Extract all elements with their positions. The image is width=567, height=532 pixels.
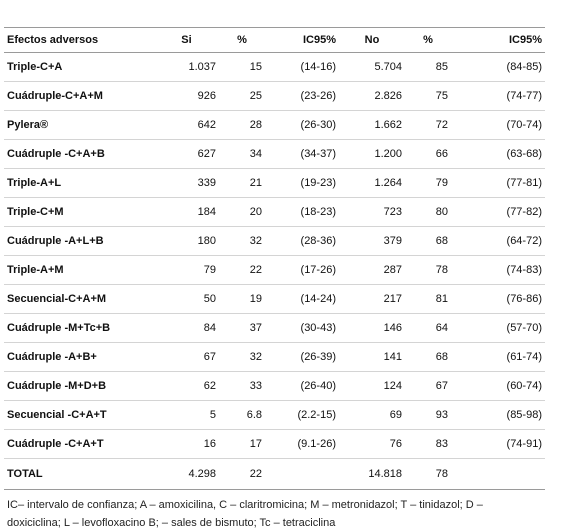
table-row (4, 343, 545, 372)
no-percent-cell: 66 (405, 140, 451, 169)
treatment-cell: Pylera® (4, 111, 154, 140)
no-percent-cell: 85 (405, 53, 451, 82)
treatment-cell: Secuencial-C+A+M (4, 285, 154, 314)
no-percent-cell: 80 (405, 198, 451, 227)
si-ci95-cell: (34-37) (265, 140, 339, 169)
table-body (4, 53, 545, 490)
table-row (4, 285, 545, 314)
si-percent-cell: 25 (219, 82, 265, 111)
no-count-cell: 141 (339, 343, 405, 372)
si-percent-cell: 6.8 (219, 401, 265, 430)
no-ci95-cell: (76-86) (451, 285, 545, 314)
si-percent-cell: 28 (219, 111, 265, 140)
no-percent-cell: 78 (405, 459, 451, 490)
no-percent-cell: 93 (405, 401, 451, 430)
table-row (4, 111, 545, 140)
no-percent-cell: 78 (405, 256, 451, 285)
table-footnote: IC– intervalo de confianza; A – amoxicilina, C – claritromicina; M – metronidazol; T – tinidazol; D – doxiciclina; L – levofloxacino B; – sales de bismuto; Tc – tetraciclina (7, 499, 483, 529)
table-row (4, 82, 545, 111)
treatment-cell: Triple-A+L (4, 169, 154, 198)
si-ci95-cell: (28-36) (265, 227, 339, 256)
header-no-ci95: IC95% (451, 28, 545, 53)
no-ci95-cell: (84-85) (451, 53, 545, 82)
table-row (4, 140, 545, 169)
no-ci95-cell: (74-91) (451, 430, 545, 459)
table-row (4, 372, 545, 401)
si-count-cell: 50 (154, 285, 219, 314)
no-count-cell: 1.264 (339, 169, 405, 198)
no-ci95-cell: (77-81) (451, 169, 545, 198)
si-count-cell: 79 (154, 256, 219, 285)
treatment-cell: Secuencial -C+A+T (4, 401, 154, 430)
si-count-cell: 339 (154, 169, 219, 198)
si-count-cell: 926 (154, 82, 219, 111)
no-ci95-cell: (85-98) (451, 401, 545, 430)
treatment-cell: Cuádruple -C+A+B (4, 140, 154, 169)
no-percent-cell: 64 (405, 314, 451, 343)
si-percent-cell: 32 (219, 343, 265, 372)
no-ci95-cell: (70-74) (451, 111, 545, 140)
si-percent-cell: 34 (219, 140, 265, 169)
treatment-cell: Cuádruple -M+D+B (4, 372, 154, 401)
si-ci95-cell: (26-40) (265, 372, 339, 401)
treatment-cell: Cuádruple -M+Tc+B (4, 314, 154, 343)
si-count-cell: 4.298 (154, 459, 219, 490)
no-count-cell: 2.826 (339, 82, 405, 111)
table-row (4, 198, 545, 227)
si-ci95-cell: (14-16) (265, 53, 339, 82)
si-ci95-cell: (26-39) (265, 343, 339, 372)
no-count-cell: 146 (339, 314, 405, 343)
si-count-cell: 5 (154, 401, 219, 430)
no-ci95-cell (451, 459, 545, 490)
no-count-cell: 1.200 (339, 140, 405, 169)
table-row (4, 53, 545, 82)
si-ci95-cell: (17-26) (265, 256, 339, 285)
si-ci95-cell: (9.1-26) (265, 430, 339, 459)
no-percent-cell: 67 (405, 372, 451, 401)
no-count-cell: 5.704 (339, 53, 405, 82)
no-percent-cell: 68 (405, 227, 451, 256)
treatment-cell: Cuádruple -C+A+T (4, 430, 154, 459)
treatment-cell: Triple-C+A (4, 53, 154, 82)
header-si-ci95: IC95% (265, 28, 339, 53)
no-percent-cell: 79 (405, 169, 451, 198)
si-count-cell: 642 (154, 111, 219, 140)
treatment-cell: TOTAL (4, 459, 154, 490)
si-ci95-cell: (2.2-15) (265, 401, 339, 430)
no-ci95-cell: (57-70) (451, 314, 545, 343)
header-no: No (339, 28, 405, 53)
no-count-cell: 14.818 (339, 459, 405, 490)
no-count-cell: 217 (339, 285, 405, 314)
treatment-cell: Cuádruple -A+L+B (4, 227, 154, 256)
si-percent-cell: 33 (219, 372, 265, 401)
si-percent-cell: 17 (219, 430, 265, 459)
no-count-cell: 69 (339, 401, 405, 430)
table-row (4, 256, 545, 285)
si-percent-cell: 19 (219, 285, 265, 314)
no-count-cell: 1.662 (339, 111, 405, 140)
si-percent-cell: 37 (219, 314, 265, 343)
no-percent-cell: 68 (405, 343, 451, 372)
si-percent-cell: 21 (219, 169, 265, 198)
si-percent-cell: 20 (219, 198, 265, 227)
si-percent-cell: 32 (219, 227, 265, 256)
table-row (4, 227, 545, 256)
si-count-cell: 627 (154, 140, 219, 169)
no-count-cell: 124 (339, 372, 405, 401)
si-percent-cell: 15 (219, 53, 265, 82)
treatment-cell: Triple-C+M (4, 198, 154, 227)
si-ci95-cell: (18-23) (265, 198, 339, 227)
no-ci95-cell: (61-74) (451, 343, 545, 372)
si-count-cell: 84 (154, 314, 219, 343)
header-adverse-effects: Efectos adversos (4, 28, 154, 53)
treatment-cell: Triple-A+M (4, 256, 154, 285)
no-ci95-cell: (74-77) (451, 82, 545, 111)
no-count-cell: 723 (339, 198, 405, 227)
si-count-cell: 1.037 (154, 53, 219, 82)
treatment-cell: Cuádruple -A+B+ (4, 343, 154, 372)
no-ci95-cell: (60-74) (451, 372, 545, 401)
table-header-row (4, 28, 545, 53)
no-count-cell: 287 (339, 256, 405, 285)
si-ci95-cell: (30-43) (265, 314, 339, 343)
no-ci95-cell: (64-72) (451, 227, 545, 256)
no-count-cell: 76 (339, 430, 405, 459)
si-percent-cell: 22 (219, 459, 265, 490)
adverse-effects-document (4, 27, 545, 532)
si-count-cell: 67 (154, 343, 219, 372)
si-percent-cell: 22 (219, 256, 265, 285)
si-ci95-cell: (19-23) (265, 169, 339, 198)
header-si-percent: % (219, 28, 265, 53)
header-si: Si (154, 28, 219, 53)
total-row (4, 459, 545, 490)
si-count-cell: 180 (154, 227, 219, 256)
no-percent-cell: 81 (405, 285, 451, 314)
si-count-cell: 16 (154, 430, 219, 459)
si-count-cell: 62 (154, 372, 219, 401)
no-percent-cell: 72 (405, 111, 451, 140)
table-row (4, 314, 545, 343)
no-ci95-cell: (63-68) (451, 140, 545, 169)
no-ci95-cell: (74-83) (451, 256, 545, 285)
treatment-cell: Cuádruple-C+A+M (4, 82, 154, 111)
si-ci95-cell: (23-26) (265, 82, 339, 111)
table-row (4, 430, 545, 459)
table-row (4, 169, 545, 198)
table-row (4, 401, 545, 430)
no-percent-cell: 75 (405, 82, 451, 111)
adverse-effects-table (4, 27, 545, 490)
no-ci95-cell: (77-82) (451, 198, 545, 227)
no-count-cell: 379 (339, 227, 405, 256)
no-percent-cell: 83 (405, 430, 451, 459)
si-ci95-cell: (26-30) (265, 111, 339, 140)
si-ci95-cell (265, 459, 339, 490)
header-no-percent: % (405, 28, 451, 53)
si-count-cell: 184 (154, 198, 219, 227)
si-ci95-cell: (14-24) (265, 285, 339, 314)
